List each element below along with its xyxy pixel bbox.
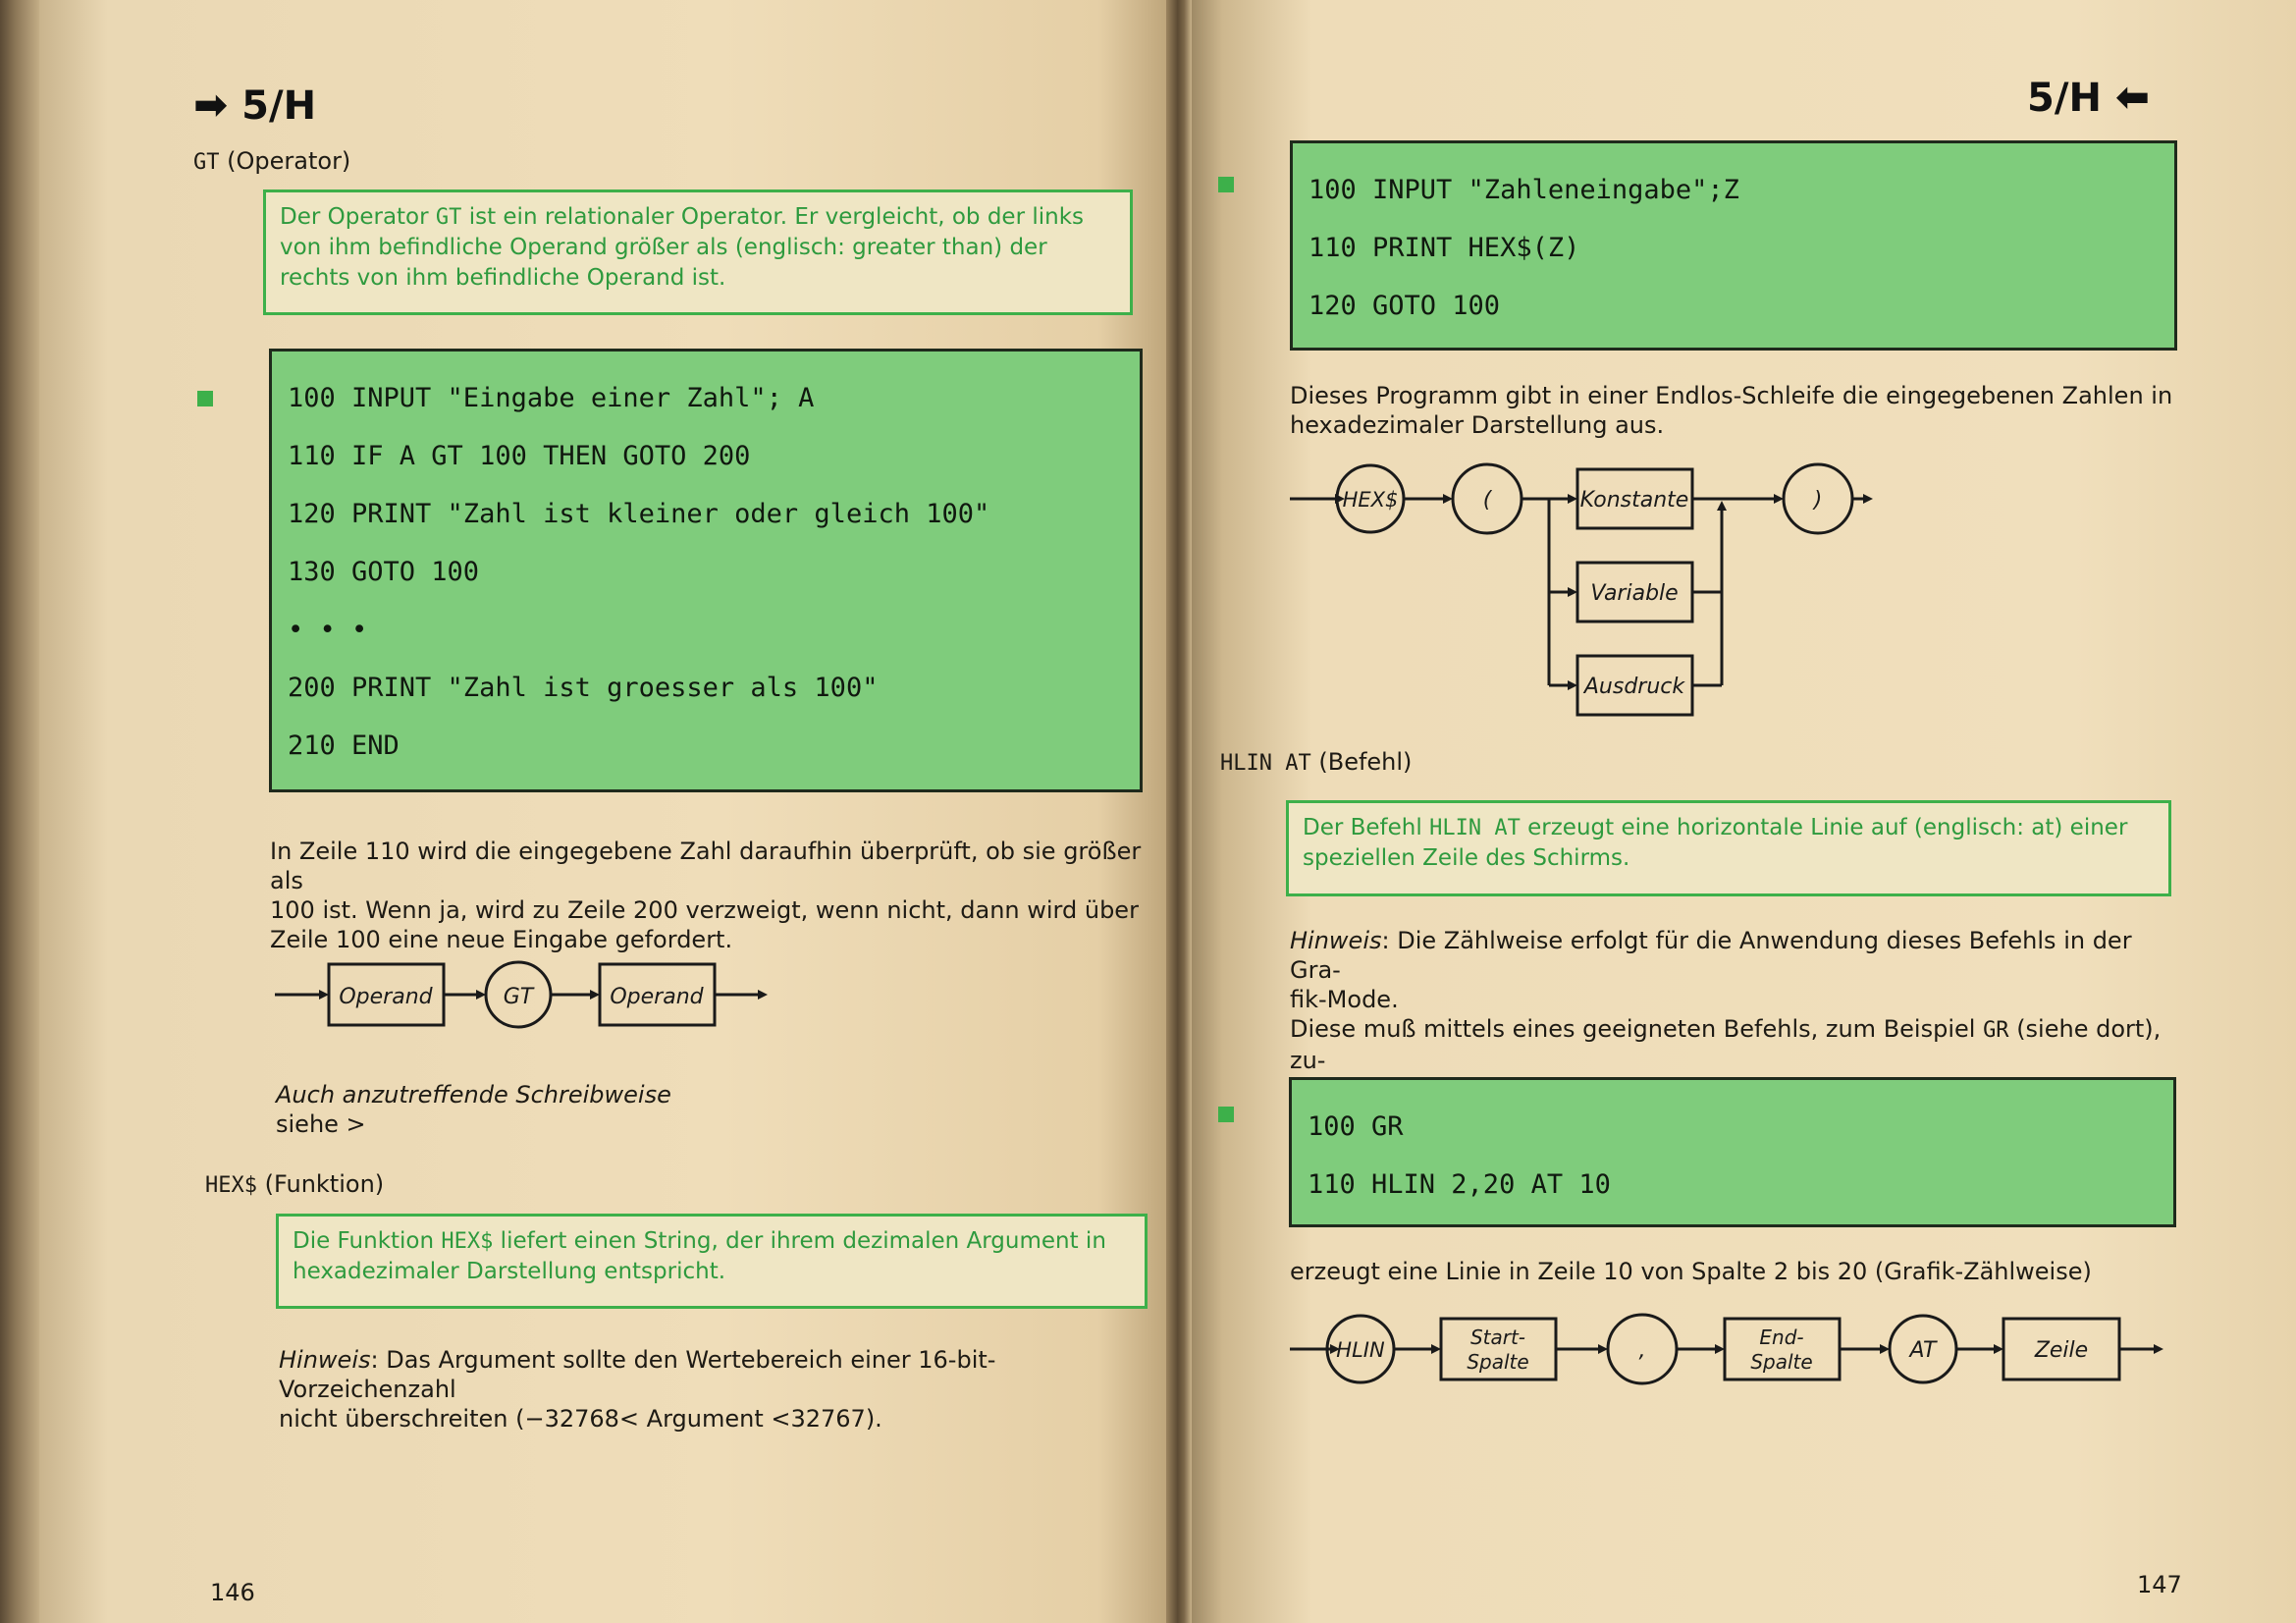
hlin-explanation: erzeugt eine Linie in Zeile 10 von Spalte 2 bis 20 (Grafik-Zählweise) [1290, 1258, 2092, 1285]
hlin-code-block [1289, 1077, 2176, 1227]
end-spalte-label: End- [1759, 1325, 1804, 1349]
code-line: 120 PRINT "Zahl ist kleiner oder gleich 100" [288, 499, 990, 529]
alt-line1: Auch anzutreffende Schreibweise [276, 1081, 671, 1109]
code-line: 100 INPUT "Eingabe einer Zahl"; A [288, 383, 815, 413]
code-line: 110 IF A GT 100 THEN GOTO 200 [288, 441, 751, 471]
hint-label: Hinweis [279, 1346, 371, 1374]
code-line: 110 PRINT HEX$(Z) [1308, 233, 1580, 263]
code-line: 200 PRINT "Zahl ist groesser als 100" [288, 673, 879, 703]
example-marker [197, 391, 213, 406]
hlin-def-keyword: HLIN AT [1429, 816, 1521, 840]
gr-keyword: GR [1983, 1018, 2009, 1043]
hex-hint-line1: : Das Argument sollte den Wertebereich einer 16-bit-Vorzeichenzahl [279, 1346, 996, 1403]
hlin-hint-line2: fik-Mode. [1290, 986, 1399, 1013]
gt-explain-line2: 100 ist. Wenn ja, wird zu Zeile 200 verzweigt, wenn nicht, dann wird über [270, 896, 1139, 924]
example-marker [1218, 177, 1234, 192]
hex-hint-line2: nicht überschreiten (−32768< Argument <32767). [279, 1405, 882, 1433]
start-spalte-label2: Spalte [1467, 1350, 1529, 1374]
gt-definition-box [263, 189, 1133, 315]
end-spalte-label2: Spalte [1750, 1350, 1813, 1374]
hex-code-block [1290, 140, 2177, 351]
hex-definition-box [276, 1214, 1148, 1309]
hex-def-keyword: HEX$ [441, 1229, 494, 1254]
gt-explain-line3: Zeile 100 eine neue Eingabe gefordert. [270, 926, 733, 953]
gt-explanation [270, 837, 1153, 954]
page-number-left: 146 [210, 1579, 255, 1606]
hex-explain-line2: hexadezimaler Darstellung aus. [1290, 411, 1665, 439]
alt-notation [276, 1080, 671, 1139]
open-paren-label: ( [1482, 488, 1492, 513]
gt-title [193, 147, 350, 175]
hex-keyword: HEX$ [205, 1173, 257, 1198]
gt-def-line3: rechts von ihm befindliche Operand ist. [280, 265, 726, 291]
hlin-kind: (Befehl) [1318, 748, 1413, 776]
comma-label: , [1638, 1338, 1646, 1363]
gt-code-block [269, 349, 1143, 792]
left-page-header [193, 81, 316, 129]
hlin-def-pre: Der Befehl [1303, 815, 1430, 840]
start-spalte-label: Start- [1469, 1325, 1526, 1349]
hint-label: Hinweis [1290, 927, 1382, 954]
alt-line2: siehe > [276, 1110, 366, 1138]
gt-kind: (Operator) [227, 147, 351, 175]
variable-label: Variable [1590, 581, 1679, 606]
hex-explain-line1: Dieses Programm gibt in einer Endlos-Schleife die eingegebenen Zahlen in [1290, 382, 2173, 409]
hex-circle-label: HEX$ [1342, 488, 1399, 512]
code-ellipsis: • • • [288, 615, 368, 645]
hlin-keyword: HLIN AT [1220, 751, 1311, 776]
zeile-label: Zeile [2034, 1338, 2089, 1363]
ausdruck-label: Ausdruck [1583, 675, 1685, 699]
hex-def-pre: Die Funktion [293, 1228, 442, 1254]
gt-def-line1: ist ein relationaler Operator. Er vergleicht, ob der links [461, 204, 1085, 230]
gt-explain-line1: In Zeile 110 wird die eingegebene Zahl daraufhin überprüft, ob sie größer als [270, 838, 1142, 894]
gt-def-pre: Der Operator [280, 204, 436, 230]
hlin-def-line2: speziellen Zeile des Schirms. [1303, 845, 1630, 871]
book-spine [1166, 0, 1192, 1623]
hex-example-explanation [1290, 381, 2183, 440]
konstante-label: Konstante [1579, 488, 1689, 513]
page-edge [0, 0, 39, 1623]
hex-hint [279, 1345, 1162, 1434]
hex-kind: (Funktion) [264, 1170, 385, 1198]
left-header-label: 5/H [241, 83, 317, 129]
hex-def-line1: liefert einen String, der ihrem dezimalen Argument in [493, 1228, 1106, 1254]
code-line: 100 INPUT "Zahleneingabe";Z [1308, 175, 1739, 205]
right-page-header [2027, 73, 2150, 121]
hex-def-line2: hexadezimaler Darstellung entspricht. [293, 1259, 726, 1284]
code-line: 100 GR [1308, 1111, 1404, 1142]
gt-keyword: GT [193, 150, 220, 175]
hlin-circle-label: HLIN [1336, 1338, 1385, 1362]
hlin-definition-box [1286, 800, 2171, 896]
code-line: 120 GOTO 100 [1308, 291, 1501, 321]
hlin-hint-line3-rest: (siehe dort), zu- [1290, 1015, 2162, 1074]
right-arrow-icon: ➡ [193, 81, 229, 129]
left-arrow-icon: ⬅ [2114, 73, 2151, 121]
code-line: 130 GOTO 100 [288, 557, 480, 587]
hlin-hint-line1: : Die Zählweise erfolgt für die Anwendung dieses Befehls in der Gra- [1290, 927, 2132, 984]
operand-label: Operand [339, 985, 433, 1009]
at-circle-label: AT [1909, 1338, 1937, 1363]
hex-syntax-diagram [1286, 460, 1875, 725]
hlin-syntax-diagram [1286, 1311, 2169, 1389]
hlin-def-line1: erzeugt eine horizontale Linie auf (englisch: at) einer [1520, 815, 2128, 840]
operand-label: Operand [610, 985, 704, 1009]
gt-circle-label: GT [503, 985, 534, 1009]
example-marker [1218, 1107, 1234, 1122]
code-line: 210 END [288, 730, 400, 761]
gt-def-line2: von ihm befindliche Operand größer als (englisch: greater than) der [280, 235, 1047, 260]
gt-def-keyword: GT [435, 205, 462, 230]
hlin-hint-line3: Diese muß mittels eines geeigneten Befehls, zum Beispiel [1290, 1015, 1984, 1043]
gt-syntax-diagram [270, 952, 780, 1031]
hlin-title [1220, 748, 1412, 776]
right-header-label: 5/H [2027, 76, 2102, 121]
close-paren-label: ) [1813, 488, 1823, 513]
page-number-right: 147 [2137, 1571, 2182, 1598]
code-line: 110 HLIN 2,20 AT 10 [1308, 1169, 1611, 1200]
hex-title [205, 1170, 384, 1198]
